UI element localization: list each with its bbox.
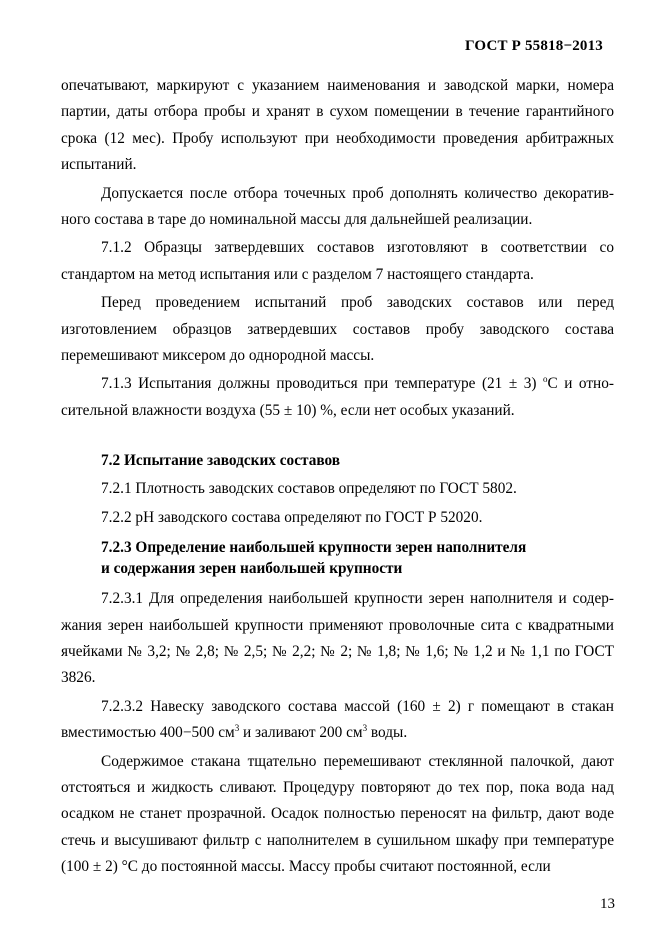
heading-line-1: 7.2.3 Определение наибольшей крупности зерен наполнителя (101, 539, 527, 557)
text-span: 7.1.3 Испытания должны проводиться при температуре (21 ± 3) (101, 375, 543, 393)
text-span: и заливают 200 см (239, 724, 363, 742)
paragraph-7-1-3 (61, 371, 614, 424)
superscript-cubic: 3 (362, 723, 368, 734)
paragraph-mixing: Перед проведением испытаний проб заводских составов или перед изготовлением образцов затвердевших составов пробу заводского состава перемешивают миксером до однородной массы. (61, 294, 614, 365)
paragraph-7-2-3-2 (61, 694, 614, 747)
heading-line-2: и содержания зерен наибольшей крупности (101, 560, 403, 578)
paragraph-decorative-supplement: Допускается после отбора точечных проб дополнять количество декоративного состава в таре до номинальной массы для дальнейшей реализации. (61, 184, 614, 229)
text-span: 7.2.3.2 Навеску заводского состава массой (160 ± 2) г помещают в стакан вместимостью 400−500 см (61, 697, 614, 742)
paragraph-7-2-2: 7.2.2 рН заводского состава определяют по ГОСТ Р 52020. (101, 508, 483, 526)
paragraph-procedure: Содержимое стакана тщательно перемешивают стеклянной палочкой, дают отстояться и жидкость сливают. Процедуру повторяют до тех пор, пока вода над осадком не станет прозрачной. Осадок полностью переносят на фильтр, дают воде стечь и высушивают фильтр с наполнителем в сушильном шкафу при температуре (100 ± 2) °С до постоянной массы. Массу пробы считают постоянной, если (61, 752, 614, 876)
document-header: ГОСТ Р 55818−2013 (465, 38, 603, 54)
section-heading-7-2-3 (61, 537, 614, 579)
document-body (61, 73, 614, 881)
text-span: воды. (367, 724, 408, 742)
superscript-degree: о (543, 374, 548, 385)
paragraph-continuation: опечатывают, маркируют с указанием наименования и заводской марки, номера партии, даты отбора пробы и хранят в сухом помещении в течение гарантийного срока (12 мес). Пробу используют при необходимости проведения арбитражных испытаний. (61, 77, 614, 174)
text-span: С и относительной влажности воздуха (55 ± 10) %, если нет особых указаний. (61, 375, 614, 419)
section-heading-7-2: 7.2 Испытание заводских составов (101, 452, 341, 470)
superscript-cubic: 3 (234, 723, 240, 734)
paragraph-7-2-1: 7.2.1 Плотность заводских составов определяют по ГОСТ 5802. (101, 480, 517, 498)
paragraph-7-2-3-1: 7.2.3.1 Для определения наибольшей крупности зерен наполнителя и содержания зерен наибольшей крупности применяют проволочные сита с квадратными ячейками № 3,2; № 2,8; № 2,5; № 2,2; № 2; № 1,8; № 1,6; № 1,2 и № 1,1 по ГОСТ 3826. (61, 590, 614, 687)
page-number: 13 (600, 896, 615, 912)
paragraph-7-1-2: 7.1.2 Образцы затвердевших составов изготовляют в соответствии со стандартом на метод испытания или с разделом 7 настоящего стандарта. (61, 239, 614, 283)
